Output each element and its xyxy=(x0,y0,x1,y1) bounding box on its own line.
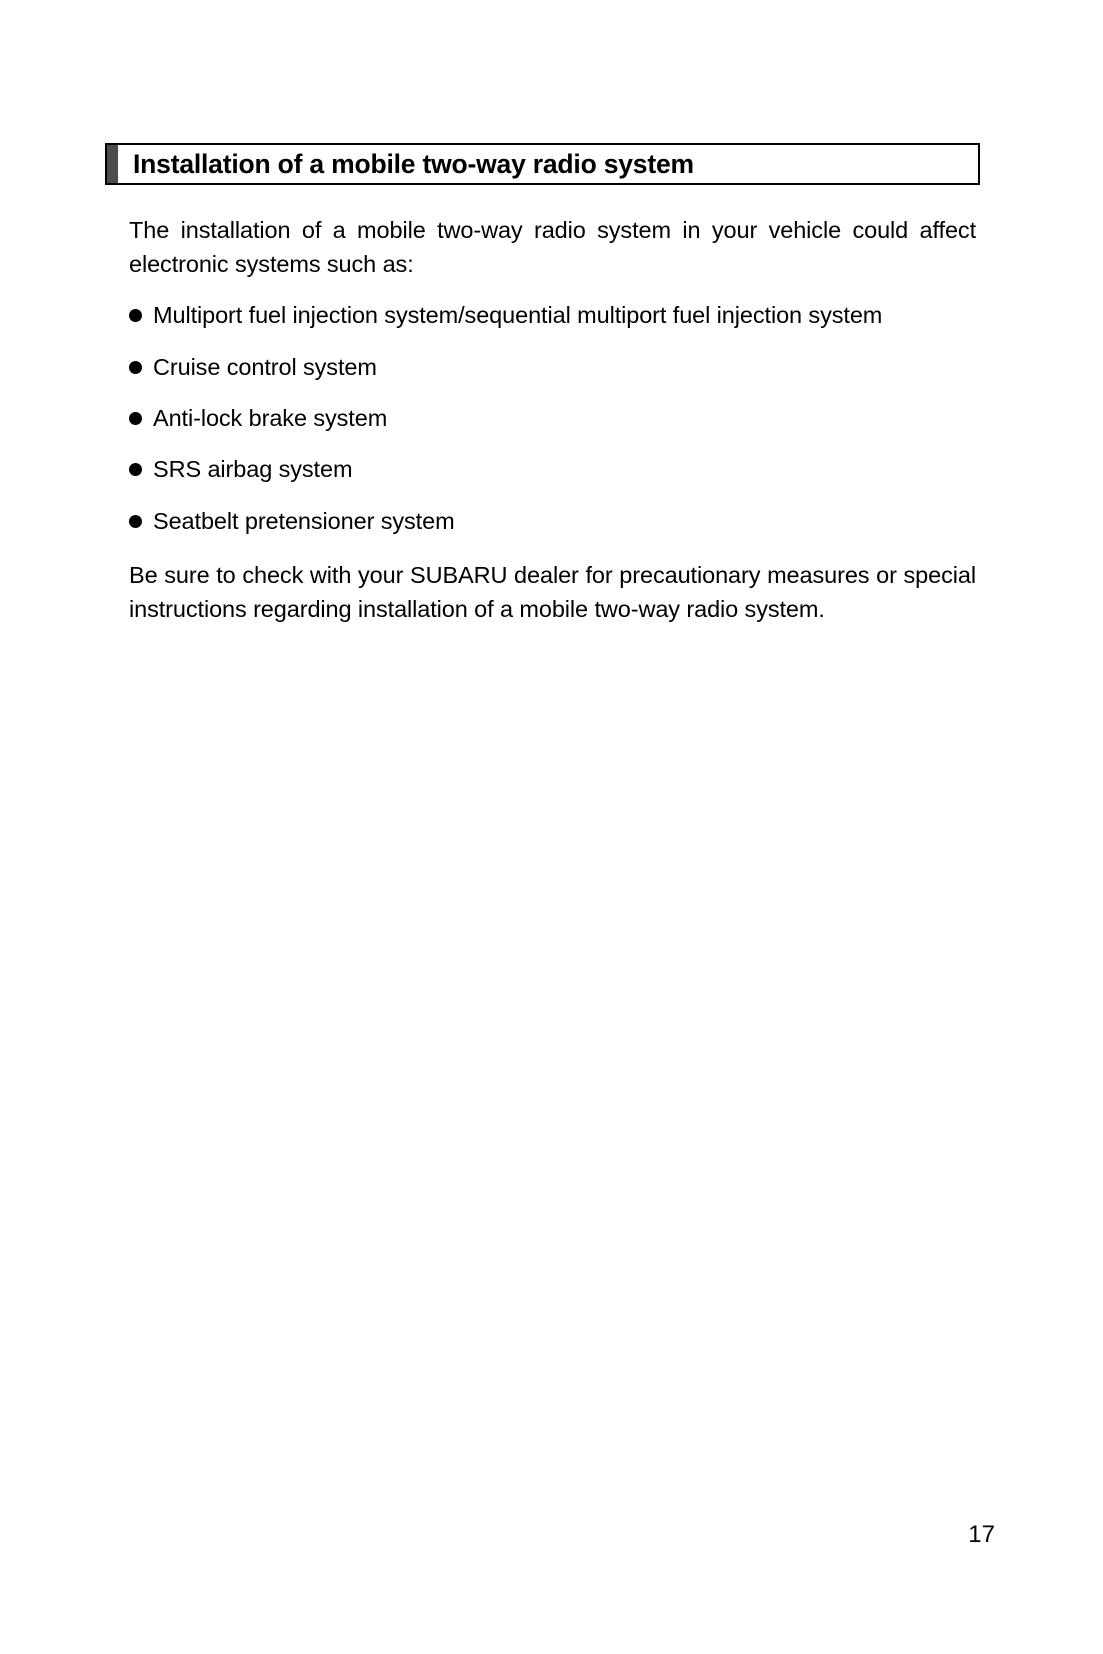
bullet-dot-icon xyxy=(129,515,142,528)
bullet-dot-icon xyxy=(129,412,142,425)
closing-paragraph: Be sure to check with your SUBARU dealer for precautionary measures or special instructions regarding installation of a mobile two-way radio system. xyxy=(129,562,976,623)
list-item-label: SRS airbag system xyxy=(153,456,353,483)
list-item-label: Anti-lock brake system xyxy=(153,404,388,431)
list-item xyxy=(129,301,976,330)
bullet-dot-icon xyxy=(129,309,142,322)
page-title: Installation of a mobile two-way radio system xyxy=(133,148,694,179)
list-item xyxy=(129,455,976,484)
list-item-label: Seatbelt pretensioner system xyxy=(153,507,455,534)
body-text xyxy=(105,213,980,626)
page-number: 17 xyxy=(968,1521,995,1548)
list-item-label: Cruise control system xyxy=(153,353,377,380)
list-item xyxy=(129,507,976,536)
section-heading xyxy=(105,143,980,185)
bullet-dot-icon xyxy=(129,463,142,476)
intro-paragraph: The installation of a mobile two-way radio system in your vehicle could affect electronic systems such as: xyxy=(129,217,976,278)
list-item xyxy=(129,404,976,433)
list-item xyxy=(129,353,976,382)
heading-marker xyxy=(107,145,120,183)
list-item-label: Multiport fuel injection system/sequential multiport fuel injection system xyxy=(153,302,883,329)
bullet-list xyxy=(129,301,976,536)
bullet-dot-icon xyxy=(129,361,142,374)
page-content xyxy=(105,143,980,626)
